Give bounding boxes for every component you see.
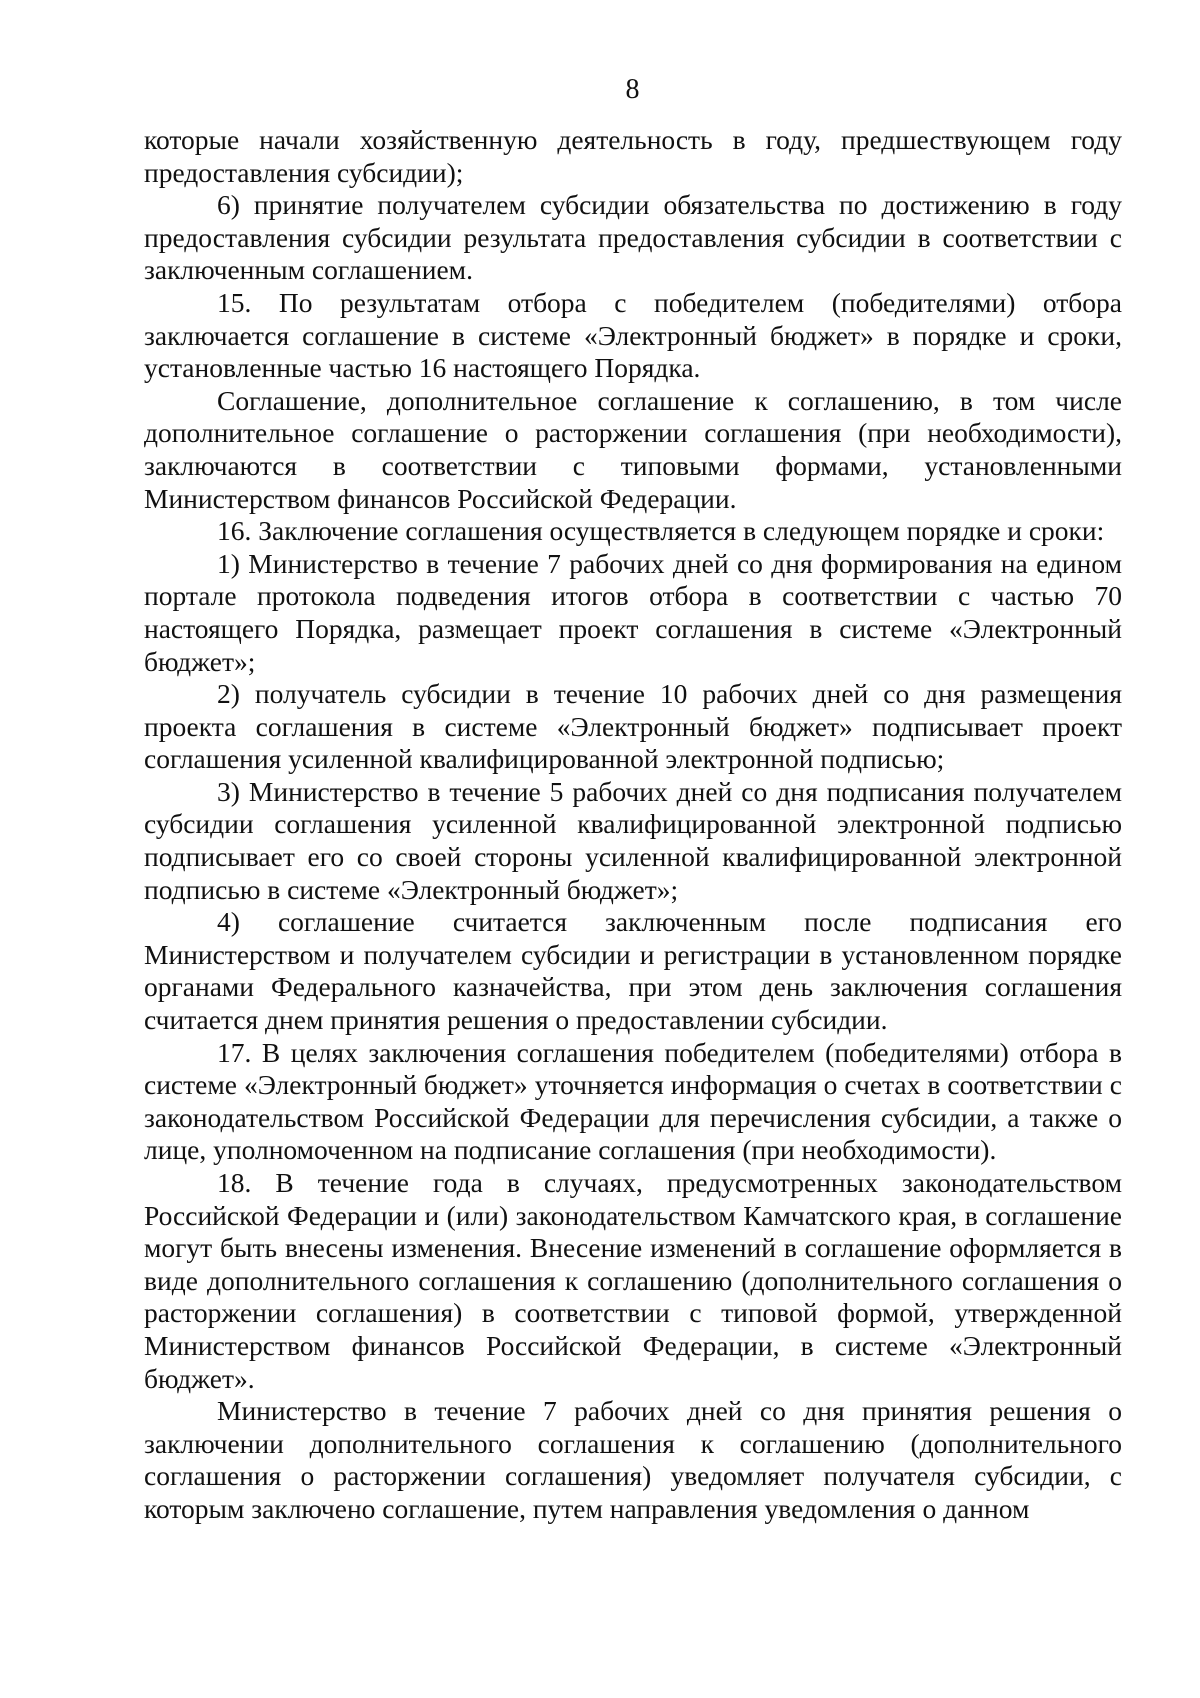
paragraph-item-6: 6) принятие получателем субсидии обязательства по достижению в году предоставления субсидии результата предоставления субсидии в соответствии с заключенным соглашением. [144, 189, 1122, 286]
paragraph-clause-15: 15. По результатам отбора с победителем (победителями) отбора заключается соглашение в системе «Электронный бюджет» в порядке и сроки, установленные частью 16 настоящего Порядка. [144, 286, 1122, 384]
paragraph-item-3: 3) Министерство в течение 5 рабочих дней со дня подписания получателем субсидии соглашения усиленной квалифицированной электронной подписью подписывает его со своей стороны усиленной квалифицированной электронной подписью в системе «Электронный бюджет»; [144, 775, 1122, 905]
paragraph-item-4: 4) соглашение считается заключенным после подписания его Министерством и получателем субсидии и регистрации в установленном порядке органами Федерального казначейства, при этом день заключения соглашения считается днем принятия решения о предоставлении субсидии. [144, 906, 1122, 1036]
paragraph-continuation: которые начали хозяйственную деятельность в году, предшествующем году предоставления субсидии); [144, 124, 1122, 188]
paragraph-clause-18: 18. В течение года в случаях, предусмотренных законодательством Российской Федерации и (или) законодательством Камчатского края, в соглашение могут быть внесены изменения. Внесение изменений в соглашение оформляется в виде дополнительного соглашения к соглашению (дополнительного соглашения о расторжении соглашения) в соответствии с типовой формой, утвержденной Министерством финансов Российской Федерации, в системе «Электронный бюджет». [144, 1167, 1122, 1394]
paragraph-item-2: 2) получатель субсидии в течение 10 рабочих дней со дня размещения проекта соглашения в системе «Электронный бюджет» подписывает проект соглашения усиленной квалифицированной электронной подписью; [144, 678, 1122, 775]
page-number: 8 [625, 74, 640, 105]
paragraph-clause-17: 17. В целях заключения соглашения победителем (победителями) отбора в системе «Электронный бюджет» уточняется информация о счетах в соответствии с законодательством Российской Федерации для перечисления субсидии, а также о лице, уполномоченном на подписание соглашения (при необходимости). [144, 1036, 1122, 1166]
paragraph-item-1: 1) Министерство в течение 7 рабочих дней со дня формирования на едином портале протокола подведения итогов отбора в соответствии с частью 70 настоящего Порядка, размещает проект соглашения в системе «Электронный бюджет»; [144, 547, 1122, 677]
document-body [144, 124, 1122, 1526]
paragraph-agreement-forms: Соглашение, дополнительное соглашение к соглашению, в том числе дополнительное соглашение о расторжении соглашения (при необходимости), заключаются в соответствии с типовыми формами, установленными Министерством финансов Российской Федерации. [144, 384, 1122, 514]
paragraph-clause-16: 16. Заключение соглашения осуществляется в следующем порядке и сроки: [217, 515, 1105, 547]
paragraph-ministry-notice: Министерство в течение 7 рабочих дней со дня принятия решения о заключении дополнительного соглашения к соглашению (дополнительного соглашения о расторжении соглашения) уведомляет получателя субсидии, с которым заключено соглашение, путем направления уведомления о данном [144, 1395, 1122, 1524]
